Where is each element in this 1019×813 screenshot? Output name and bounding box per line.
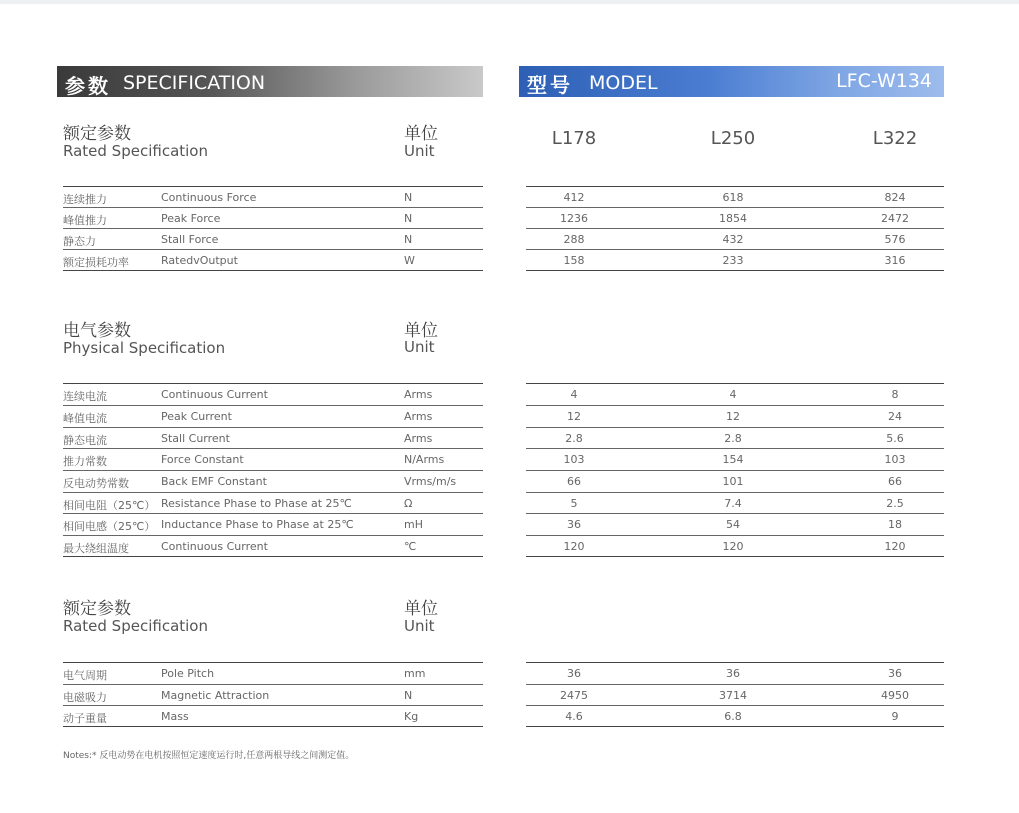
table-row (63, 427, 483, 448)
row-label-cn: 反电动势常数 (63, 477, 129, 490)
table-row (63, 228, 483, 249)
value-cell-l322: 120 (884, 540, 906, 553)
table-row (63, 513, 483, 534)
value-cell-l250: 1854 (719, 212, 747, 225)
value-cell-l178: 2.8 (565, 432, 583, 445)
row-unit: Arms (404, 410, 433, 423)
value-cell-l178: 12 (567, 410, 581, 423)
row-label-cn: 峰值电流 (63, 412, 107, 425)
value-row (526, 249, 944, 270)
value-cell-l322: 4950 (881, 689, 909, 702)
value-cell-l178: 412 (563, 191, 585, 204)
specification-title-en: SPECIFICATION (123, 72, 266, 94)
row-label-en: Inductance Phase to Phase at 25℃ (161, 518, 354, 531)
row-label-cn: 额定损耗功率 (63, 256, 129, 269)
row-unit: ℃ (404, 540, 417, 553)
row-unit: Kg (404, 710, 419, 723)
table-row (63, 684, 483, 705)
row-unit: mm (404, 667, 426, 680)
row-unit: mH (404, 518, 423, 531)
row-unit: N/Arms (404, 453, 445, 466)
value-row (526, 405, 944, 426)
value-cell-l250: 618 (722, 191, 744, 204)
value-row (526, 470, 944, 491)
value-cell-l250: 154 (722, 453, 744, 466)
value-cell-l178: 36 (567, 518, 581, 531)
table-row (63, 249, 483, 270)
row-unit: W (404, 254, 415, 267)
table-row (63, 662, 483, 683)
section-2-unit-cn: 单位 (404, 321, 438, 341)
row-label-cn: 峰值推力 (63, 214, 107, 227)
row-label-en: Back EMF Constant (161, 475, 267, 488)
row-unit: Arms (404, 388, 433, 401)
section-2-title-cn: 电气参数 (63, 321, 131, 341)
value-cell-l250: 101 (722, 475, 744, 488)
value-cell-l178: 2475 (560, 689, 588, 702)
model-heading-2: L250 (710, 128, 756, 149)
value-row (526, 427, 944, 448)
table-row (63, 535, 483, 556)
row-rule (63, 270, 483, 271)
row-label-cn: 相间电感（25℃） (63, 520, 156, 533)
row-unit: N (404, 233, 413, 246)
row-label-en: Resistance Phase to Phase at 25℃ (161, 497, 352, 510)
table-row (63, 470, 483, 491)
table-row (63, 492, 483, 513)
top-border (0, 0, 1019, 4)
model-code: LFC-W134 (836, 70, 932, 92)
row-label-cn: 连续推力 (63, 193, 107, 206)
row-unit: Ω (404, 497, 413, 510)
row-label-en: Stall Current (161, 432, 230, 445)
value-row (526, 383, 944, 404)
value-cell-l322: 576 (884, 233, 906, 246)
value-cell-l322: 8 (891, 388, 899, 401)
value-row (526, 705, 944, 726)
value-cell-l250: 4 (729, 388, 737, 401)
value-cell-l250: 12 (726, 410, 740, 423)
row-rule (63, 726, 483, 727)
value-row (526, 513, 944, 534)
row-label-en: Peak Current (161, 410, 232, 423)
value-cell-l322: 2472 (881, 212, 909, 225)
value-row (526, 535, 944, 556)
table-row (63, 705, 483, 726)
row-label-cn: 相间电阻（25℃） (63, 499, 156, 512)
notes: Notes:* 反电动势在电机按照恒定速度运行时,任意两根导线之间测定值。 (63, 751, 355, 761)
value-cell-l322: 5.6 (886, 432, 904, 445)
table-row (63, 186, 483, 207)
model-title-en: MODEL (589, 72, 658, 94)
row-label-en: Mass (161, 710, 189, 723)
value-cell-l322: 18 (888, 518, 902, 531)
value-row (526, 684, 944, 705)
row-unit: N (404, 212, 413, 225)
section-1-unit-cn: 单位 (404, 124, 438, 144)
row-label-cn: 连续电流 (63, 390, 107, 403)
value-row (526, 207, 944, 228)
value-cell-l178: 36 (567, 667, 581, 680)
model-title-cn: 型号 (527, 73, 573, 97)
section-2-unit-en: Unit (404, 338, 435, 356)
row-label-cn: 电气周期 (63, 669, 107, 682)
table-row (63, 383, 483, 404)
section-3-unit-en: Unit (404, 617, 435, 635)
value-cell-l178: 4.6 (565, 710, 583, 723)
value-row-rule (526, 270, 944, 271)
row-label-cn: 推力常数 (63, 455, 107, 468)
model-heading-3: L322 (872, 128, 918, 149)
value-cell-l250: 54 (726, 518, 740, 531)
value-cell-l322: 36 (888, 667, 902, 680)
specification-title-cn: 参数 (65, 74, 111, 98)
value-row (526, 228, 944, 249)
value-cell-l178: 5 (570, 497, 578, 510)
value-row-rule (526, 556, 944, 557)
table-row (63, 405, 483, 426)
value-cell-l178: 103 (563, 453, 585, 466)
value-cell-l178: 4 (570, 388, 578, 401)
value-row (526, 448, 944, 469)
section-1-title-cn: 额定参数 (63, 124, 131, 144)
table-row (63, 448, 483, 469)
value-cell-l322: 824 (884, 191, 906, 204)
row-label-en: Stall Force (161, 233, 219, 246)
row-rule (63, 556, 483, 557)
row-label-en: Continuous Current (161, 540, 268, 553)
row-label-cn: 动子重量 (63, 712, 107, 725)
value-cell-l178: 1236 (560, 212, 588, 225)
row-unit: N (404, 689, 413, 702)
value-cell-l250: 36 (726, 667, 740, 680)
row-label-en: Peak Force (161, 212, 221, 225)
value-cell-l250: 233 (722, 254, 744, 267)
specification-header-bar (57, 66, 483, 97)
value-cell-l178: 120 (563, 540, 585, 553)
value-cell-l322: 103 (884, 453, 906, 466)
value-row-rule (526, 726, 944, 727)
row-label-cn: 静态电流 (63, 434, 107, 447)
value-cell-l322: 2.5 (886, 497, 904, 510)
row-label-cn: 最大绕组温度 (63, 542, 129, 555)
section-3-unit-cn: 单位 (404, 599, 438, 619)
value-cell-l250: 7.4 (724, 497, 742, 510)
section-3-title-en: Rated Specification (63, 617, 208, 635)
row-unit: Arms (404, 432, 433, 445)
value-cell-l322: 316 (884, 254, 906, 267)
section-1-unit-en: Unit (404, 142, 435, 160)
row-label-en: Pole Pitch (161, 667, 215, 680)
row-unit: N (404, 191, 413, 204)
table-row (63, 207, 483, 228)
value-cell-l322: 24 (888, 410, 902, 423)
value-cell-l250: 6.8 (724, 710, 742, 723)
value-row (526, 492, 944, 513)
row-unit: Vrms/m/s (404, 475, 457, 488)
value-cell-l250: 432 (722, 233, 744, 246)
value-cell-l250: 120 (722, 540, 744, 553)
row-label-cn: 电磁吸力 (63, 691, 107, 704)
section-2-title-en: Physical Specification (63, 339, 226, 357)
value-cell-l178: 158 (563, 254, 585, 267)
value-cell-l178: 66 (567, 475, 581, 488)
section-3-title-cn: 额定参数 (63, 599, 131, 619)
value-row (526, 186, 944, 207)
row-label-en: Continuous Force (161, 191, 257, 204)
value-row (526, 662, 944, 683)
value-cell-l322: 66 (888, 475, 902, 488)
model-header-bar (519, 66, 944, 97)
model-heading-1: L178 (551, 128, 597, 149)
row-label-en: Force Constant (161, 453, 244, 466)
row-label-en: Continuous Current (161, 388, 268, 401)
section-1-title-en: Rated Specification (63, 142, 208, 160)
value-cell-l250: 3714 (719, 689, 747, 702)
row-label-cn: 静态力 (63, 235, 96, 248)
value-cell-l322: 9 (891, 710, 899, 723)
row-label-en: Magnetic Attraction (161, 689, 270, 702)
row-label-en: RatedvOutput (161, 254, 238, 267)
value-cell-l178: 288 (563, 233, 585, 246)
value-cell-l250: 2.8 (724, 432, 742, 445)
